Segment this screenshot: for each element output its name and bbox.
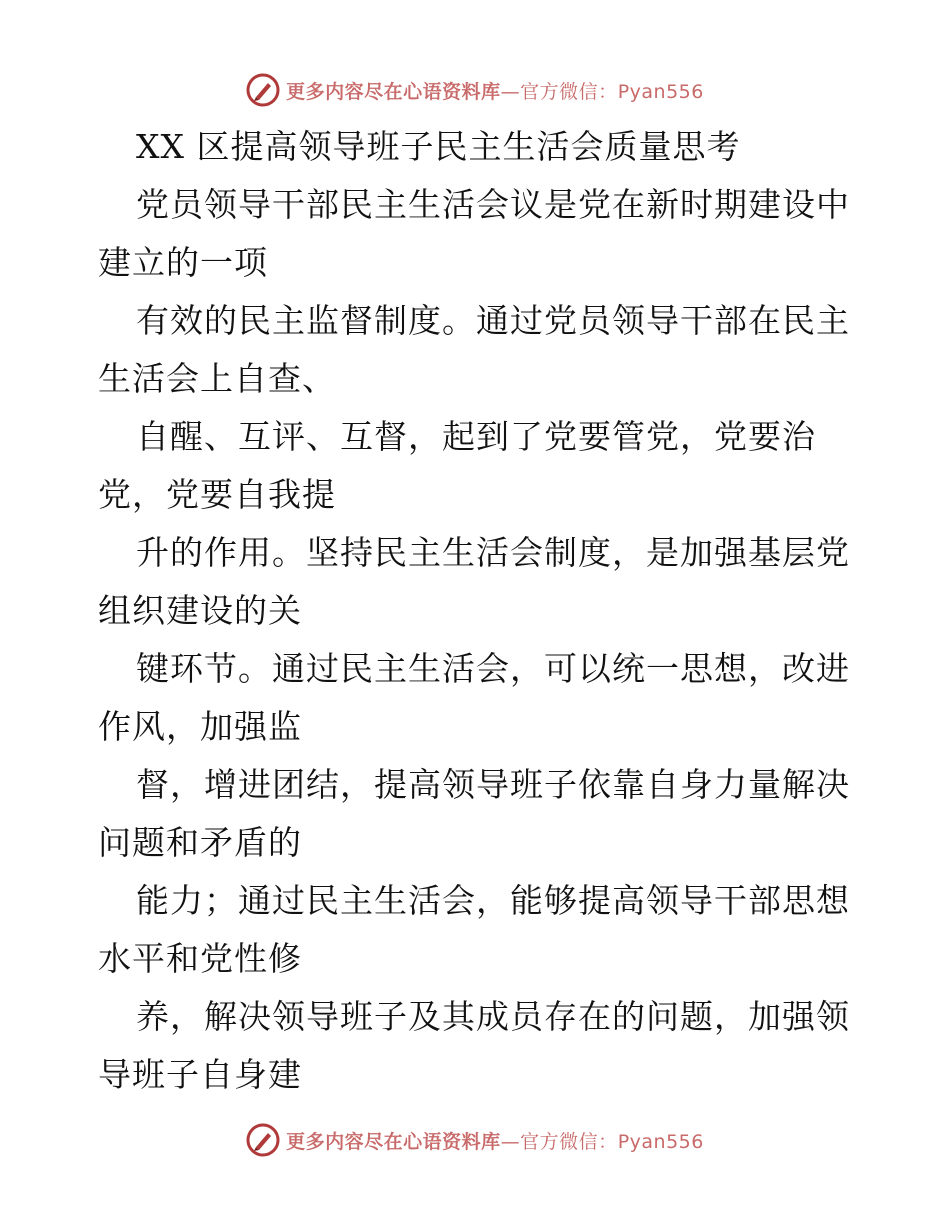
text-line: 有效的民主监督制度。通过党员领导干部在民主	[136, 301, 850, 340]
pen-logo-icon	[246, 1123, 280, 1157]
pen-logo-icon	[246, 73, 280, 107]
text-line: 党，党要自我提	[98, 475, 336, 514]
banner-main-text: 更多内容尽在心语资料库	[286, 1130, 501, 1153]
footer-banner	[0, 1118, 950, 1162]
text-line: 键环节。通过民主生活会，可以统一思想，改进	[136, 649, 850, 688]
banner-text	[286, 77, 704, 104]
text-line: 督，增进团结，提高领导班子依靠自身力量解决	[136, 765, 850, 804]
banner-main-text: 更多内容尽在心语资料库	[286, 80, 501, 103]
text-line: 自醒、互评、互督，起到了党要管党，党要治	[136, 417, 816, 456]
banner-dash: —	[500, 80, 521, 103]
document-title: XX 区提高领导班子民主生活会质量思考	[136, 127, 741, 166]
banner-id-text: Pyan556	[617, 80, 704, 103]
header-banner	[0, 68, 950, 112]
text-line: 组织建设的关	[98, 591, 302, 630]
text-line: 能力；通过民主生活会，能够提高领导干部思想	[136, 881, 850, 920]
text-line: 作风，加强监	[98, 707, 302, 746]
text-line: 养，解决领导班子及其成员存在的问题，加强领	[136, 997, 850, 1036]
text-line: 党员领导干部民主生活会议是党在新时期建设中	[136, 185, 850, 224]
text-line: 建立的一项	[98, 243, 268, 282]
text-line: 生活会上自查、	[98, 359, 336, 398]
banner-dash: —	[500, 1130, 521, 1153]
text-line: 导班子自身建	[98, 1055, 302, 1094]
document-body	[98, 118, 858, 1104]
banner-text	[286, 1127, 704, 1154]
banner-tail-text: 官方微信：	[520, 1130, 618, 1153]
banner-tail-text: 官方微信：	[520, 80, 618, 103]
text-line: 问题和矛盾的	[98, 823, 302, 862]
text-line: 升的作用。坚持民主生活会制度，是加强基层党	[136, 533, 850, 572]
text-line: 水平和党性修	[98, 939, 302, 978]
banner-id-text: Pyan556	[617, 1130, 704, 1153]
